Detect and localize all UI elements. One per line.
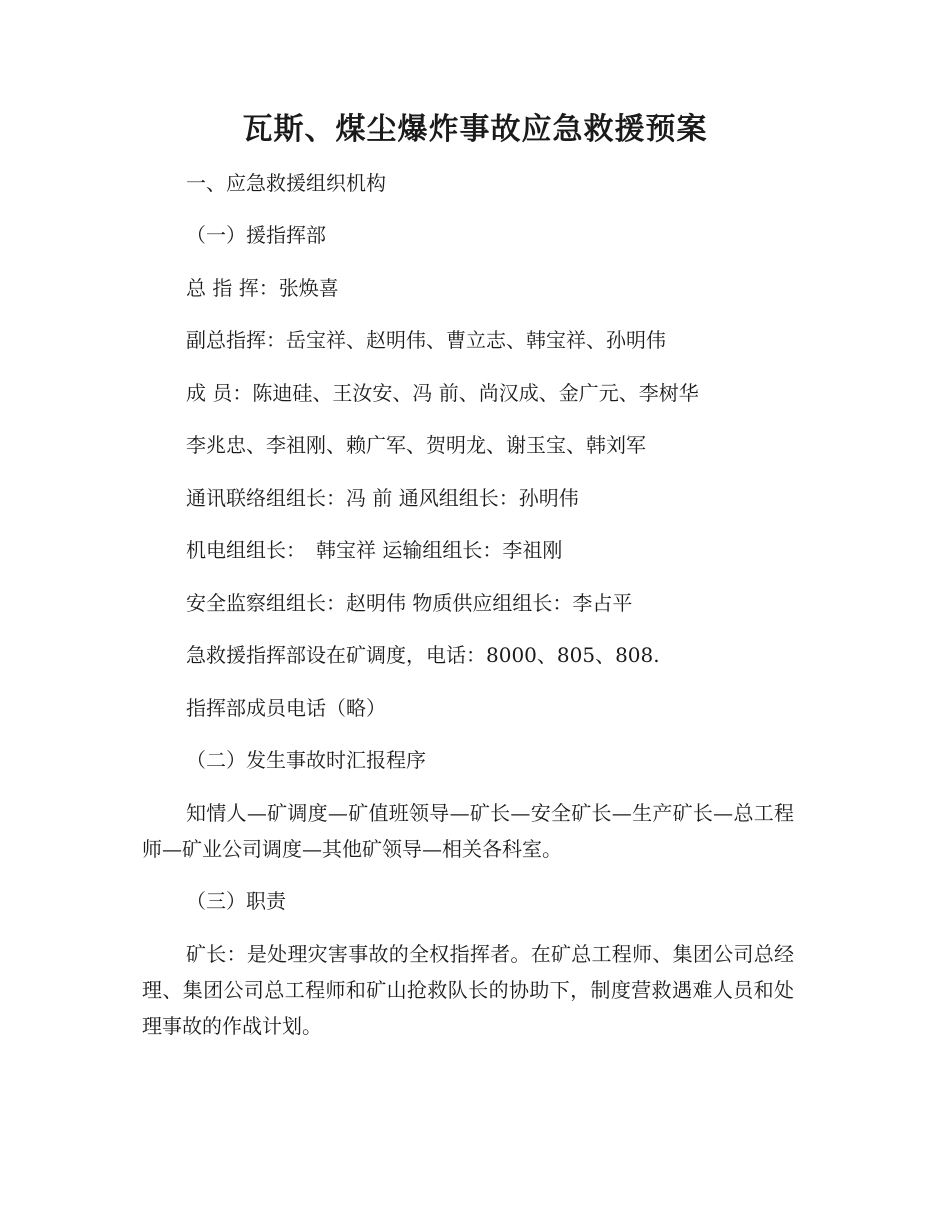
hq-location-line: 急救援指挥部设在矿调度，电话：8000、805、808. [186, 643, 660, 667]
section-heading-organization: 一、应急救援组织机构 [186, 171, 386, 195]
document-title: 瓦斯、煤尘爆炸事故应急救援预案 [242, 112, 708, 147]
subsection-heading-reporting: （二）发生事故时汇报程序 [186, 748, 426, 772]
deputy-commanders-line: 副总指挥：岳宝祥、赵明伟、曹立志、韩宝祥、孙明伟 [186, 328, 666, 352]
subsection-heading-command: （一）援指挥部 [186, 223, 326, 247]
group-leaders-line-1: 通讯联络组组长：冯 前 通风组组长：孙明伟 [186, 486, 579, 510]
mine-manager-duty-paragraph: 矿长：是处理灾害事故的全权指挥者。在矿总工程师、集团公司总经理、集团公司总工程师和矿山抢救队长的协助下，制度营救遇难人员和处理事故的作战计划。 [142, 942, 794, 1038]
commander-line: 总 指 挥：张焕喜 [186, 276, 339, 300]
group-leaders-line-3: 安全监察组组长：赵明伟 物质供应组组长：李占平 [186, 591, 633, 615]
members-line-2: 李兆忠、李祖刚、赖广军、贺明龙、谢玉宝、韩刘军 [186, 433, 646, 457]
report-procedure-paragraph: 知情人—矿调度—矿值班领导—矿长—安全矿长—生产矿长—总工程师—矿业公司调度—其他矿领导—相关各科室。 [142, 801, 794, 861]
group-leaders-line-2: 机电组组长： 韩宝祥 运输组组长：李祖刚 [186, 538, 563, 562]
members-line-1: 成 员：陈迪硅、王汝安、冯 前、尚汉成、金广元、李树华 [186, 381, 699, 405]
member-phones-line: 指挥部成员电话（略） [186, 696, 386, 720]
subsection-heading-duties: （三）职责 [186, 889, 286, 913]
